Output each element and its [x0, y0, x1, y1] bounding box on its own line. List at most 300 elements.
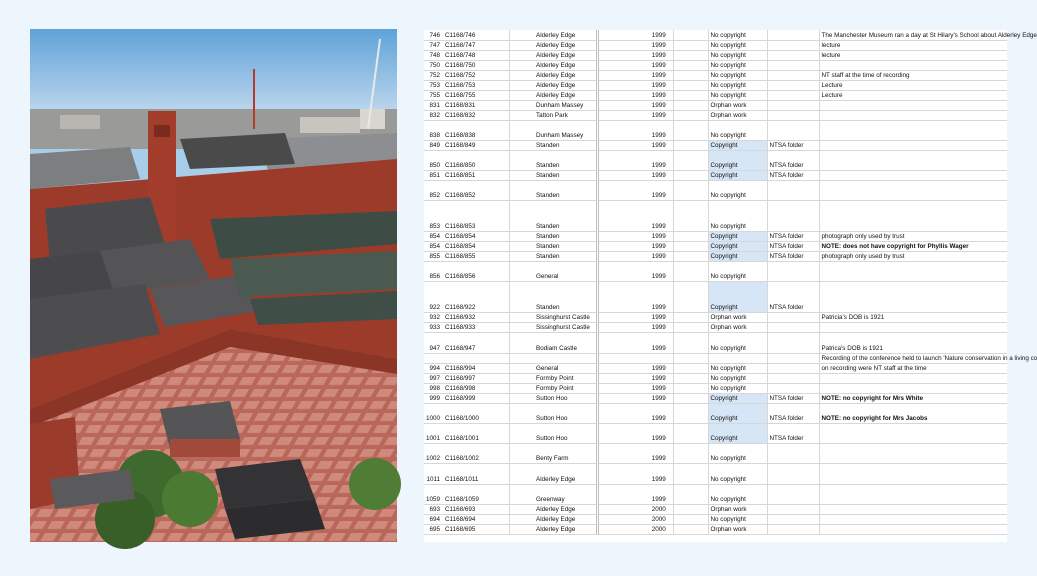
cell-place: General	[534, 261, 597, 281]
cell-empty	[509, 251, 534, 261]
cell-empty	[509, 484, 534, 504]
cell-year: 1999	[645, 110, 673, 120]
table-row	[424, 363, 1007, 373]
cell-empty	[673, 443, 708, 463]
cell-empty	[673, 383, 708, 393]
cell-empty	[597, 463, 645, 484]
cell-empty	[509, 100, 534, 110]
cell-empty	[509, 241, 534, 251]
cell-year: 1999	[645, 40, 673, 50]
cell-status: No copyright	[708, 484, 767, 504]
cell-empty	[509, 373, 534, 383]
cell-id: 849	[424, 140, 443, 150]
cell-year: 1999	[645, 281, 673, 312]
cell-ref: C1168/747	[443, 40, 509, 50]
cell-folder	[767, 363, 819, 373]
cell-status: Copyright	[708, 231, 767, 241]
cell-note: lecture	[819, 40, 1007, 50]
table-row	[424, 120, 1007, 140]
cell-place: Standen	[534, 150, 597, 170]
cell-note: on recording were NT staff at the time	[819, 363, 1007, 373]
cell-empty	[509, 322, 534, 332]
cell-year: 1999	[645, 261, 673, 281]
cell-empty	[509, 231, 534, 241]
british-library-photo	[30, 29, 397, 542]
cell-year: 1999	[645, 120, 673, 140]
cell-empty	[673, 70, 708, 80]
copyright-table	[424, 30, 1037, 535]
cell-id: 853	[424, 200, 443, 231]
cell-ref: C1168/855	[443, 251, 509, 261]
cell-note: Patricia's DOB is 1921	[819, 312, 1007, 322]
cell-id: 1059	[424, 484, 443, 504]
table-row	[424, 40, 1007, 50]
table-row	[424, 524, 1007, 534]
cell-folder	[767, 383, 819, 393]
cell-place: Alderley Edge	[534, 60, 597, 70]
cell-year: 1999	[645, 100, 673, 110]
cell-id: 838	[424, 120, 443, 140]
cell-id: 1002	[424, 443, 443, 463]
cell-empty	[509, 120, 534, 140]
cell-empty	[597, 322, 645, 332]
cell-id: 932	[424, 312, 443, 322]
cell-year: 1999	[645, 312, 673, 322]
cell-id: 994	[424, 363, 443, 373]
cell-empty	[509, 353, 534, 363]
cell-place: Sissinghurst Castle	[534, 312, 597, 322]
cell-folder	[767, 100, 819, 110]
table-row	[424, 90, 1007, 100]
table-row	[424, 403, 1007, 423]
cell-empty	[673, 514, 708, 524]
cell-year: 1999	[645, 150, 673, 170]
cell-id: 850	[424, 150, 443, 170]
cell-id: 753	[424, 80, 443, 90]
table-row	[424, 261, 1007, 281]
cell-status: No copyright	[708, 332, 767, 353]
cell-year: 1999	[645, 403, 673, 423]
cell-folder	[767, 80, 819, 90]
cell-note	[819, 423, 1007, 443]
cell-empty	[673, 332, 708, 353]
cell-status: Copyright	[708, 403, 767, 423]
cell-folder	[767, 484, 819, 504]
cell-folder: NTSA folder	[767, 150, 819, 170]
cell-empty	[509, 514, 534, 524]
cell-empty	[597, 484, 645, 504]
cell-id: 750	[424, 60, 443, 70]
cell-empty	[597, 110, 645, 120]
cell-note	[819, 180, 1007, 200]
cell-ref: C1168/932	[443, 312, 509, 322]
cell-empty	[597, 231, 645, 241]
cell-ref: C1168/693	[443, 504, 509, 514]
cell-status: Copyright	[708, 423, 767, 443]
cell-empty	[509, 70, 534, 80]
cell-folder	[767, 90, 819, 100]
table-row	[424, 100, 1007, 110]
cell-id: 1001	[424, 423, 443, 443]
cell-empty	[673, 403, 708, 423]
cell-empty	[509, 170, 534, 180]
cell-empty	[597, 150, 645, 170]
cell-empty	[673, 504, 708, 514]
cell-year: 1999	[645, 70, 673, 80]
cell-folder	[767, 504, 819, 514]
cell-place: Benty Farm	[534, 443, 597, 463]
cell-id: 998	[424, 383, 443, 393]
cell-empty	[597, 180, 645, 200]
cell-id: 922	[424, 281, 443, 312]
cell-id: 832	[424, 110, 443, 120]
cell-empty	[509, 363, 534, 373]
cell-note	[819, 261, 1007, 281]
cell-empty	[673, 281, 708, 312]
cell-status: No copyright	[708, 383, 767, 393]
cell-empty	[673, 80, 708, 90]
cell-id: 694	[424, 514, 443, 524]
cell-empty	[509, 463, 534, 484]
cell-empty	[673, 423, 708, 443]
cell-status: No copyright	[708, 200, 767, 231]
cell-status: Orphan work	[708, 312, 767, 322]
table-row	[424, 514, 1007, 524]
cell-folder	[767, 120, 819, 140]
table-row	[424, 443, 1007, 463]
cell-ref: C1168/746	[443, 30, 509, 40]
cell-empty	[509, 393, 534, 403]
cell-note	[819, 443, 1007, 463]
cell-year	[645, 353, 673, 363]
table-row	[424, 231, 1007, 241]
cell-status: Orphan work	[708, 100, 767, 110]
cell-note	[819, 140, 1007, 150]
cell-folder	[767, 180, 819, 200]
cell-ref: C1168/694	[443, 514, 509, 524]
cell-year: 2000	[645, 504, 673, 514]
cell-note	[819, 60, 1007, 70]
cell-empty	[509, 403, 534, 423]
cell-year: 1999	[645, 484, 673, 504]
cell-empty	[509, 40, 534, 50]
cell-folder	[767, 30, 819, 40]
cell-place: Alderley Edge	[534, 30, 597, 40]
cell-status: Copyright	[708, 393, 767, 403]
cell-empty	[509, 383, 534, 393]
cell-folder	[767, 524, 819, 534]
cell-id: 933	[424, 322, 443, 332]
cell-empty	[673, 150, 708, 170]
cell-ref: C1168/831	[443, 100, 509, 110]
cell-empty	[673, 140, 708, 150]
cell-id: 856	[424, 261, 443, 281]
cell-id: 746	[424, 30, 443, 40]
table-row	[424, 281, 1007, 312]
table-row	[424, 30, 1007, 40]
cell-place: General	[534, 363, 597, 373]
cell-empty	[673, 363, 708, 373]
cell-folder: NTSA folder	[767, 140, 819, 150]
cell-empty	[509, 332, 534, 353]
cell-place: Standen	[534, 200, 597, 231]
cell-ref: C1168/997	[443, 373, 509, 383]
cell-empty	[597, 363, 645, 373]
cell-id: 997	[424, 373, 443, 383]
cell-folder	[767, 332, 819, 353]
cell-status: Orphan work	[708, 322, 767, 332]
cell-ref: C1168/750	[443, 60, 509, 70]
cell-empty	[673, 50, 708, 60]
cell-note	[819, 170, 1007, 180]
cell-place: Alderley Edge	[534, 50, 597, 60]
table-row	[424, 312, 1007, 322]
table-row	[424, 180, 1007, 200]
cell-year: 1999	[645, 170, 673, 180]
cell-empty	[597, 393, 645, 403]
cell-ref: C1168/755	[443, 90, 509, 100]
cell-place: Alderley Edge	[534, 504, 597, 514]
cell-place: Formby Point	[534, 373, 597, 383]
cell-id: 854	[424, 231, 443, 241]
cell-note	[819, 514, 1007, 524]
cell-empty	[597, 281, 645, 312]
cell-empty	[597, 312, 645, 322]
cell-place: Alderley Edge	[534, 80, 597, 90]
cell-note	[819, 110, 1007, 120]
cell-status: Copyright	[708, 170, 767, 180]
cell-empty	[509, 443, 534, 463]
cell-note: NOTE: no copyright for Mrs White	[819, 393, 1007, 403]
cell-note: lecture	[819, 50, 1007, 60]
cell-status: Copyright	[708, 251, 767, 261]
cell-status: No copyright	[708, 373, 767, 383]
cell-ref: C1168/849	[443, 140, 509, 150]
cell-place: Dunham Massey	[534, 100, 597, 110]
cell-ref: C1168/1002	[443, 443, 509, 463]
cell-empty	[597, 423, 645, 443]
cell-note: The Manchester Museum ran a day at St Hilary's School about Alderley Edge	[819, 30, 1007, 40]
cell-ref: C1168/838	[443, 120, 509, 140]
cell-year: 1999	[645, 200, 673, 231]
cell-empty	[673, 30, 708, 40]
cell-status: No copyright	[708, 40, 767, 50]
cell-empty	[597, 170, 645, 180]
cell-empty	[597, 261, 645, 281]
cell-empty	[673, 200, 708, 231]
cell-empty	[673, 100, 708, 110]
cell-ref: C1168/999	[443, 393, 509, 403]
cell-status: No copyright	[708, 70, 767, 80]
cell-year: 1999	[645, 251, 673, 261]
table-row	[424, 383, 1007, 393]
cell-empty	[509, 150, 534, 170]
cell-place: Standen	[534, 170, 597, 180]
cell-empty	[673, 241, 708, 251]
cell-ref: C1168/1000	[443, 403, 509, 423]
cell-place: Alderley Edge	[534, 514, 597, 524]
cell-id: 999	[424, 393, 443, 403]
cell-empty	[597, 60, 645, 70]
table-row	[424, 332, 1007, 353]
cell-empty	[673, 261, 708, 281]
cell-id: 693	[424, 504, 443, 514]
cell-folder	[767, 322, 819, 332]
cell-empty	[509, 524, 534, 534]
cell-empty	[673, 322, 708, 332]
cell-place: Sutton Hoo	[534, 423, 597, 443]
cell-empty	[673, 251, 708, 261]
cell-ref: C1168/832	[443, 110, 509, 120]
cell-note: NT staff at the time of recording	[819, 70, 1007, 80]
cell-empty	[509, 80, 534, 90]
cell-empty	[597, 383, 645, 393]
cell-place: Formby Point	[534, 383, 597, 393]
cell-ref: C1168/850	[443, 150, 509, 170]
table-row	[424, 170, 1007, 180]
cell-empty	[673, 90, 708, 100]
cell-empty	[509, 200, 534, 231]
table-row	[424, 322, 1007, 332]
cell-empty	[597, 241, 645, 251]
cell-note	[819, 484, 1007, 504]
cell-empty	[597, 80, 645, 90]
cell-folder: NTSA folder	[767, 393, 819, 403]
cell-empty	[673, 312, 708, 322]
cell-note: NOTE: does not have copyright for Phyllis Wager	[819, 241, 1007, 251]
cell-place: Standen	[534, 251, 597, 261]
cell-status: No copyright	[708, 50, 767, 60]
cell-id: 755	[424, 90, 443, 100]
cell-id: 695	[424, 524, 443, 534]
cell-place: Standen	[534, 180, 597, 200]
spreadsheet	[424, 30, 1037, 542]
cell-empty	[597, 524, 645, 534]
cell-place: Tatton Park	[534, 110, 597, 120]
cell-status: No copyright	[708, 261, 767, 281]
cell-year: 1999	[645, 363, 673, 373]
cell-empty	[597, 100, 645, 110]
cell-folder	[767, 70, 819, 80]
cell-year: 2000	[645, 524, 673, 534]
cell-note	[819, 373, 1007, 383]
cell-year: 1999	[645, 140, 673, 150]
table-row	[424, 393, 1007, 403]
cell-folder	[767, 261, 819, 281]
cell-empty	[597, 332, 645, 353]
cell-folder	[767, 200, 819, 231]
cell-empty	[597, 140, 645, 150]
cell-empty	[597, 514, 645, 524]
cell-note	[819, 463, 1007, 484]
building-photo-image	[30, 29, 397, 542]
cell-status: No copyright	[708, 30, 767, 40]
cell-empty	[597, 403, 645, 423]
cell-empty	[673, 463, 708, 484]
cell-folder	[767, 40, 819, 50]
cell-ref: C1168/748	[443, 50, 509, 60]
cell-status: No copyright	[708, 60, 767, 70]
cell-ref: C1168/998	[443, 383, 509, 393]
cell-empty	[509, 50, 534, 60]
cell-folder	[767, 514, 819, 524]
cell-id: 852	[424, 180, 443, 200]
cell-ref: C1168/753	[443, 80, 509, 90]
table-row	[424, 50, 1007, 60]
cell-folder: NTSA folder	[767, 241, 819, 251]
cell-id: 1011	[424, 463, 443, 484]
cell-folder	[767, 463, 819, 484]
cell-id: 752	[424, 70, 443, 80]
cell-empty	[673, 110, 708, 120]
cell-folder	[767, 50, 819, 60]
cell-empty	[673, 373, 708, 383]
cell-id: 854	[424, 241, 443, 251]
table-row	[424, 484, 1007, 504]
cell-status: No copyright	[708, 363, 767, 373]
cell-ref: C1168/856	[443, 261, 509, 281]
cell-place: Standen	[534, 241, 597, 251]
cell-id	[424, 353, 443, 363]
cell-note: Patrica's DOB is 1921	[819, 332, 1007, 353]
cell-empty	[509, 281, 534, 312]
cell-place: Greenway	[534, 484, 597, 504]
cell-status: No copyright	[708, 80, 767, 90]
cell-status: Copyright	[708, 241, 767, 251]
cell-empty	[509, 312, 534, 322]
cell-ref	[443, 353, 509, 363]
cell-status: Orphan work	[708, 524, 767, 534]
table-row	[424, 373, 1007, 383]
cell-year: 1999	[645, 30, 673, 40]
cell-empty	[597, 504, 645, 514]
cell-empty	[673, 120, 708, 140]
cell-status	[708, 353, 767, 363]
cell-empty	[597, 443, 645, 463]
table-row	[424, 80, 1007, 90]
cell-status: No copyright	[708, 120, 767, 140]
cell-ref: C1168/854	[443, 241, 509, 251]
cell-year: 2000	[645, 514, 673, 524]
cell-id: 1000	[424, 403, 443, 423]
cell-note: NOTE: no copyright for Mrs Jacobs	[819, 403, 1007, 423]
cell-empty	[597, 30, 645, 40]
cell-year: 1999	[645, 463, 673, 484]
cell-note	[819, 150, 1007, 170]
cell-ref: C1168/695	[443, 524, 509, 534]
cell-empty	[597, 353, 645, 363]
cell-year: 1999	[645, 90, 673, 100]
cell-year: 1999	[645, 383, 673, 393]
cell-ref: C1168/851	[443, 170, 509, 180]
cell-status: Orphan work	[708, 504, 767, 514]
cell-empty	[597, 251, 645, 261]
cell-year: 1999	[645, 322, 673, 332]
cell-year: 1999	[645, 231, 673, 241]
table-row	[424, 353, 1007, 363]
cell-id: 831	[424, 100, 443, 110]
cell-empty	[597, 200, 645, 231]
cell-place: Standen	[534, 281, 597, 312]
cell-empty	[673, 231, 708, 241]
cell-place: Sissinghurst Castle	[534, 322, 597, 332]
cell-status: No copyright	[708, 514, 767, 524]
cell-ref: C1168/852	[443, 180, 509, 200]
cell-id: 947	[424, 332, 443, 353]
table-row	[424, 200, 1007, 231]
cell-empty	[509, 504, 534, 514]
cell-status: Copyright	[708, 150, 767, 170]
